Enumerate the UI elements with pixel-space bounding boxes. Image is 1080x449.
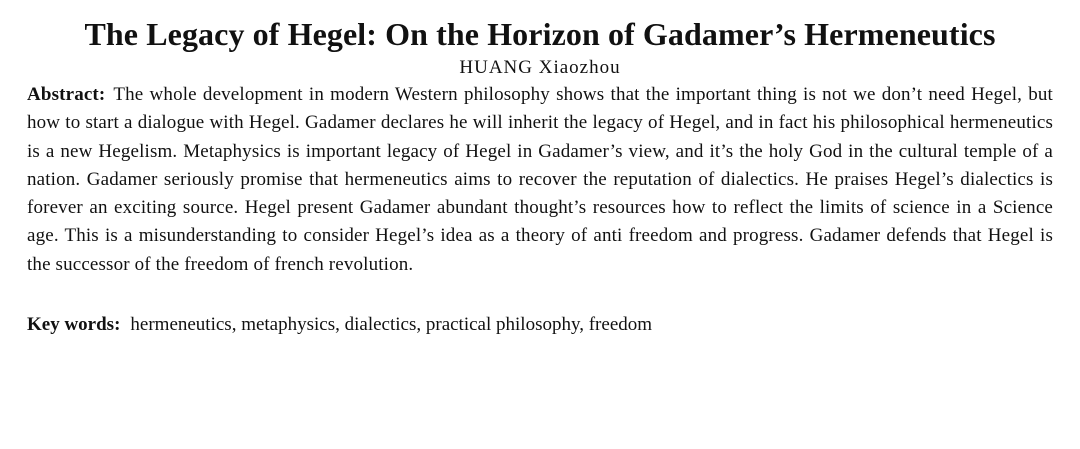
keywords-line (27, 311, 1053, 339)
abstract-paragraph (27, 81, 1053, 279)
keywords-label: Key words: (27, 314, 121, 336)
paper-page (27, 14, 1053, 339)
keywords-text: hermeneutics, metaphysics, dialectics, practical philosophy, freedom (130, 314, 653, 336)
abstract-text: The whole development in modern Western philosophy shows that the important thing is not we don’t need Hegel, but how to start a dialogue with Hegel. Gadamer declares he will inherit the legacy of Hegel, and in fact his philosophical hermeneutics is a new Hegelism. Metaphysics is important legacy of Hegel in Gadamer’s view, and it’s the holy God in the cultural temple of a nation. Gadamer seriously promise that hermeneutics aims to recover the reputation of dialectics. He praises Hegel’s dialectics is forever an exciting source. Hegel present Gadamer abundant thought’s resources how to reflect the limits of science in a Science age. This is a misunderstanding to consider Hegel’s idea as a theory of anti freedom and progress. Gadamer defends that Hegel is the successor of the freedom of french revolution. (27, 84, 1053, 275)
author-name: HUANG Xiaozhou (459, 57, 621, 78)
abstract-label: Abstract: (27, 84, 106, 105)
paper-title: The Legacy of Hegel: On the Horizon of Gadamer’s Hermeneutics (84, 16, 996, 52)
